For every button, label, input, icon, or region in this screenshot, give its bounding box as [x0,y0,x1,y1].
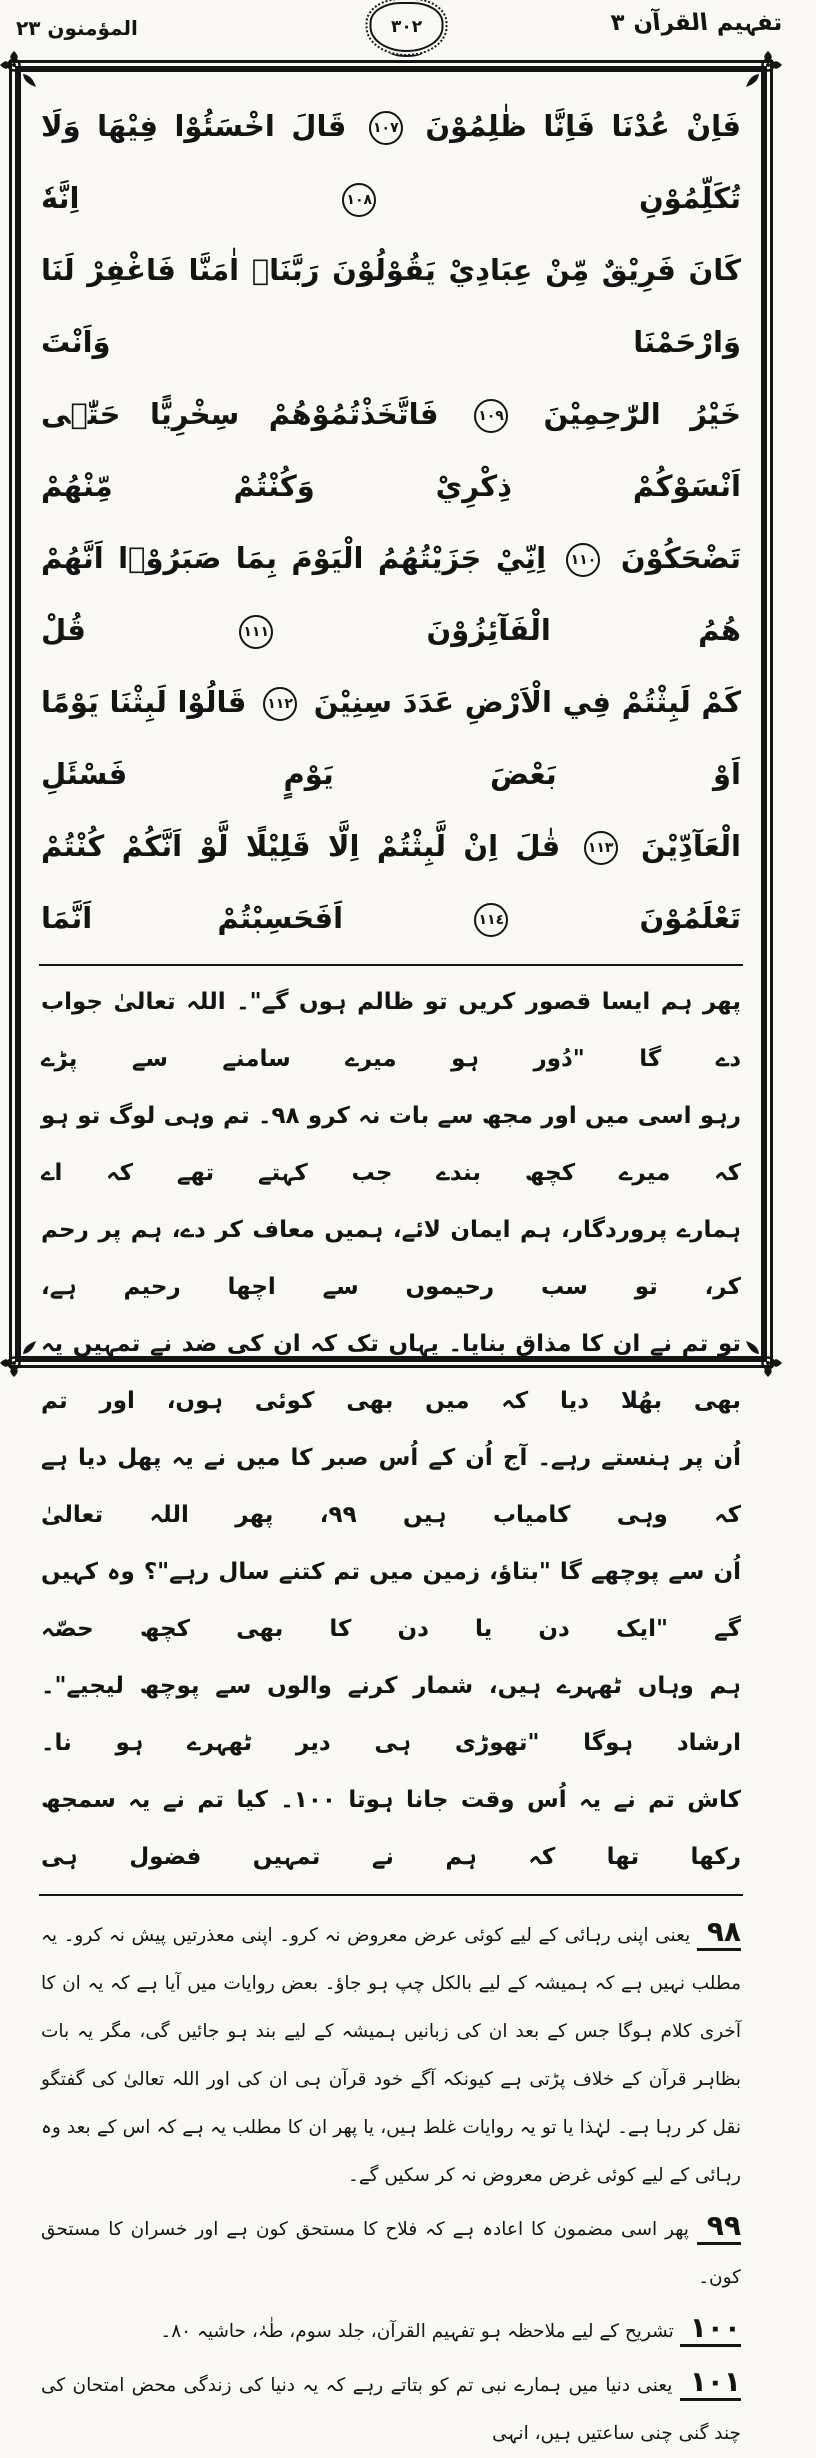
urdu-translation-line: ہم وہاں ٹھہرے ہیں، شمار کرنے والوں سے پوچھ لیجیے"۔ ارشاد ہوگا "تھوڑی ہی دیر ٹھہرے ہو نا۔ [41,1673,741,1756]
page-frame-inner [15,66,767,2444]
quran-line [41,522,741,666]
page-number-medallion [370,2,444,52]
quran-line [41,378,741,522]
quran-line [41,234,741,378]
footnote-text: یعنی دنیا میں ہمارے نبی تم کو بتاتے رہے کہ یہ دنیا کی زندگی محض امتحان کی چند گنی چنی ساعتیں ہیں، انہی [41,2375,741,2444]
ayah-number-badge: ١١٠ [566,543,600,577]
footnote-text: یعنی اپنی رہائی کے لیے کوئی عرض معروض نہ کرو۔ اپنی معذرتیں پیش نہ کرو۔ یہ مطلب نہیں ہے کہ ہمیشہ کے لیے بالکل چپ ہو جاؤ۔ بعض روایات میں آیا ہے کہ یہ ان کا آخری کلام ہوگا جس کے بعد ان کی زبانیں ہمیشہ کے لیے بند ہو جائیں گی، مگر یہ بات بظاہر قرآن کے خلاف پڑتی ہے کیونکہ آگے خود قرآن ہی ان کی اور اللہ تعالیٰ کی گفتگو نقل کر رہا ہے۔ لہٰذا یا تو یہ روایات غلط ہیں، یا پھر ان کا مطلب یہ ہے کہ اس کے بعد وہ رہائی کے لیے کوئی غرض معروض نہ کر سکیں گے۔ [41,1925,741,2186]
footnote-number: ۱۰۱ [680,2365,741,2401]
footnote-text: پھر اسی مضمون کا اعادہ ہے کہ فلاح کا مستحق کون ہے اور خسران کا مستحق کون۔ [41,2219,741,2288]
urdu-translation-line: تو تم نے ان کا مذاق بنایا۔ یہاں تک کہ ان کی ضد نے تمہیں یہ بھی بھُلا دیا کہ میں بھی کوئی ہوں، اور تم [41,1331,741,1414]
ayah-number-badge: ١١١ [239,615,273,649]
footnote [41,1908,741,2200]
urdu-translation-line: پھر ہم ایسا قصور کریں تو ظالم ہوں گے"۔ اللہ تعالیٰ جواب دے گا "دُور ہو میرے سامنے سے پڑے [41,989,741,1072]
urdu-translation-line: اُن سے پوچھے گا "بتاؤ، زمین میں تم کتنے سال رہے"؟ وہ کہیں گے "ایک دن یا دن کا بھی کچھ حصّہ [41,1559,741,1642]
corner-ornament-icon [744,1339,784,1379]
ayah-number-badge: ١٠٧ [369,111,403,145]
quran-text-segment: اَفَحَسِبْتُمْ اَنَّمَا [41,901,344,935]
footnote-number: ۹۹ [697,2209,741,2245]
ayah-number-badge: ١١٤ [474,903,508,937]
quran-line [41,90,741,234]
ayah-number-badge: ١٠٨ [342,183,376,217]
quran-text-segment: كَمْ لَبِثْتُمْ فِي الْاَرْضِ عَدَدَ سِنِيْنَ [313,685,741,719]
urdu-translation-line: کاش تم نے یہ اُس وقت جانا ہوتا ۱۰۰۔ کیا تم نے یہ سمجھ رکھا تھا کہ ہم نے تمہیں فضول ہی [41,1787,742,1870]
footnote [41,2304,741,2356]
corner-ornament-icon [0,1339,38,1379]
footnote-number: ۹۸ [697,1915,741,1951]
quran-text-segment: قُلْ [41,613,86,647]
urdu-translation-line: رہو اسی میں اور مجھ سے بات نہ کرو ۹۸۔ تم وہی لوگ تو ہو کہ میرے کچھ بندے جب کہتے تھے کہ اے [41,1103,741,1186]
quran-text-segment: خَيْرُ الرّٰحِمِيْنَ [543,397,741,431]
quran-text-segment: اِنِّيْ جَزَيْتُهُمُ الْيَوْمَ بِمَا صَبَرُوْۤا اَنَّهُمْ هُمُ الْفَآئِزُوْنَ [41,541,741,647]
footnotes-block [39,1902,743,2458]
quran-text-segment: تَضْحَكُوْنَ [620,541,741,575]
ayah-number-badge: ١١٢ [263,687,297,721]
corner-ornament-icon [744,49,784,89]
footnote [41,2202,741,2302]
surah-title: المؤمنون ۲۳ [16,16,138,40]
ayah-number-badge: ١٠٩ [474,399,508,433]
quran-text-segment: فَاِنْ عُدْنَا فَاِنَّا ظٰلِمُوْنَ [425,109,741,143]
corner-ornament-icon [0,49,38,89]
quran-translation-divider [39,964,743,966]
urdu-translation-line: اُن پر ہنستے رہے۔ آج اُن کے اُس صبر کا میں نے یہ پھل دیا ہے کہ وہی کامیاب ہیں ۹۹، پھر اللہ تعالیٰ [41,1445,741,1528]
page-frame [9,60,773,2444]
quran-text-segment: قَالَ اخْسَئُوْا فِيْهَا وَلَا تُكَلِّمُوْنِ [41,109,741,215]
page-content [31,78,751,2444]
quran-text-segment: اِنَّهٗ [41,181,80,215]
footnote-text: تشریح کے لیے ملاحظہ ہو تفہیم القرآن، جلد سوم، طٰہٰ، حاشیہ ۸۰۔ [160,2321,674,2342]
quran-line [41,810,741,954]
running-header [0,0,816,56]
footnote [41,2358,741,2458]
footnote-number: ۱۰۰ [680,2311,741,2347]
page-number: ۳۰۲ [390,17,423,37]
quran-text-segment: قَالُوْا لَبِثْنَا يَوْمًا اَوْ بَعْضَ يَوْمٍ فَسْئَلِ [41,685,741,791]
quran-text-segment: كَانَ فَرِيْقٌ مِّنْ عِبَادِيْ يَقُوْلُوْنَ رَبَّنَاۤ اٰمَنَّا فَاغْفِرْ لَنَا وَارْحَمْنَا وَاَنْتَ [41,253,741,359]
urdu-translation-block [39,972,743,1886]
quran-text-segment: الْعَآدِّيْنَ [641,829,741,863]
translation-footnotes-divider [39,1894,743,1896]
book-title: تفہیم القرآن ۳ [609,10,784,36]
quran-line [41,666,741,810]
ayah-number-badge: ١١٣ [584,831,618,865]
quran-text-segment: فَاتَّخَذْتُمُوْهُمْ سِخْرِيًّا حَتّٰۤى اَنْسَوْكُمْ ذِكْرِيْ وَكُنْتُمْ مِّنْهُمْ [41,397,741,503]
quran-text-block [39,82,743,956]
quran-text-segment: قٰلَ اِنْ لَّبِثْتُمْ اِلَّا قَلِيْلًا لَّوْ اَنَّكُمْ كُنْتُمْ تَعْلَمُوْنَ [41,829,741,935]
urdu-translation-line: ہمارے پروردگار، ہم ایمان لائے، ہمیں معاف کر دے، ہم پر رحم کر، تو سب رحیموں سے اچھا رحیم ہے، [41,1217,741,1300]
